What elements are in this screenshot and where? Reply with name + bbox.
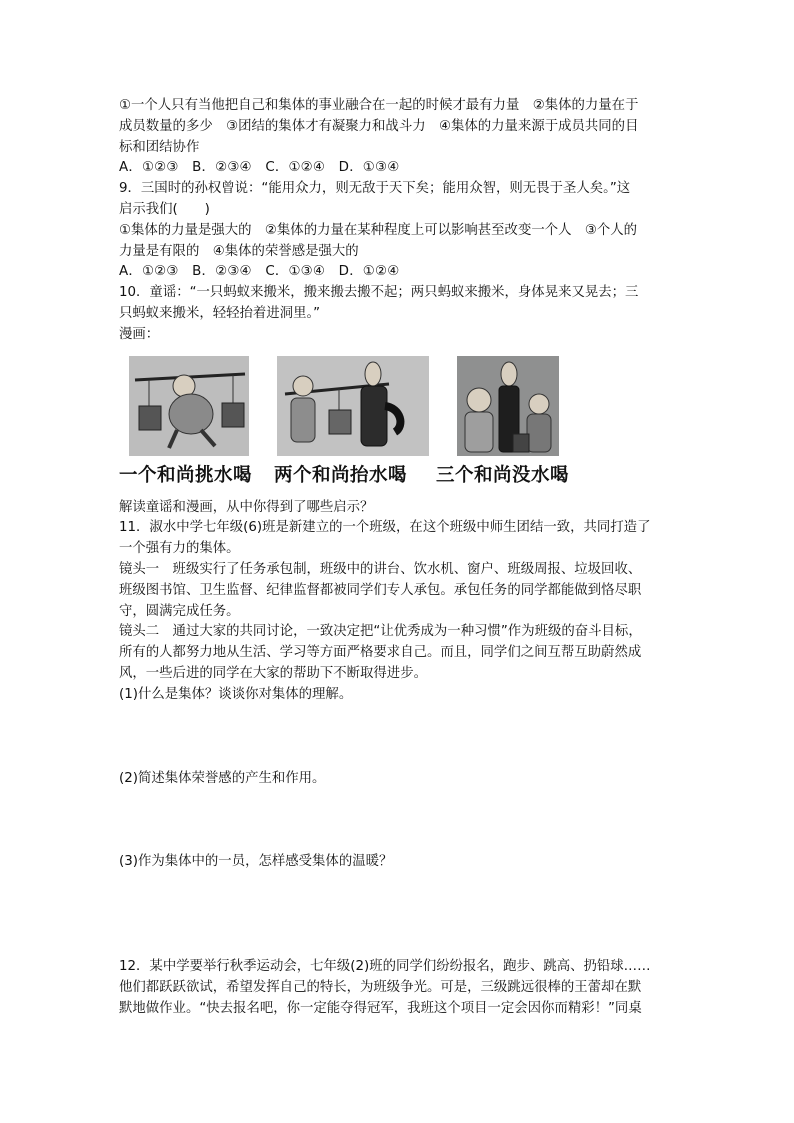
q12-stem-line: 他们都跃跃欲试，希望发挥自己的特长，为班级争光。可是，三级跳远很棒的王蕾却在默	[119, 979, 642, 995]
q11-subquestion-3: (3)作为集体中的一员，怎样感受集体的温暖？	[119, 854, 393, 870]
one-monk-image	[129, 356, 249, 456]
caption-one-monk: 一个和尚挑水喝	[119, 464, 253, 486]
question-10	[119, 283, 679, 518]
answer-space	[119, 873, 679, 957]
question-9	[119, 179, 679, 283]
q11-stem-line: 一个强有力的集体。	[119, 541, 240, 557]
q12-stem-line: 默地做作业。“快去报名吧，你一定能夺得冠军，我班这个项目一定会因你而精彩！”同桌	[119, 1000, 642, 1016]
q9-stem-line: 启示我们( )	[119, 201, 210, 217]
q10-comic-label: 漫画：	[119, 326, 160, 342]
comic-captions	[119, 466, 679, 498]
q9-options: A．①②③ B．②③④ C．①③④ D．①②④	[119, 264, 400, 280]
caption-two-monks: 两个和尚抬水喝	[274, 464, 408, 486]
answer-space	[119, 789, 679, 852]
answer-space	[119, 706, 679, 769]
q11-stem-line: 镜头二 通过大家的共同讨论，一致决定把“让优秀成为一种习惯”作为班级的奋斗目标，	[119, 624, 642, 640]
three-monks-image	[457, 356, 559, 456]
q11-subquestion-2: (2)简述集体荣誉感的产生和作用。	[119, 770, 326, 786]
q8-statement-line: ①一个人只有当他把自己和集体的事业融合在一起的时候才最有力量 ②集体的力量在于	[119, 98, 639, 113]
exam-page	[119, 96, 679, 1020]
question-11	[119, 518, 679, 957]
q11-stem-line: 班级图书馆、卫生监督、纪律监督都被同学们专人承包。承包任务的同学都能做到恪尽职	[119, 582, 642, 598]
q8-statement-line: 标和团结协作	[119, 139, 200, 155]
q9-statement-line: 力量是有限的 ④集体的荣誉感是强大的	[119, 243, 359, 259]
q9-statement-line: ①集体的力量是强大的 ②集体的力量在某种程度上可以影响甚至改变一个人 ③个人的	[119, 222, 638, 238]
q10-question: 解读童谣和漫画，从中你得到了哪些启示？	[119, 499, 374, 515]
question-8	[119, 96, 679, 179]
q8-statement-line: 成员数量的多少 ③团结的集体才有凝聚力和战斗力 ④集体的力量来源于成员共同的目	[119, 118, 639, 134]
q10-stem-line: 10．童谣：“一只蚂蚁来搬米，搬来搬去搬不起；两只蚂蚁来搬米，身体晃来又晃去；三	[119, 285, 639, 301]
q10-stem-line: 只蚂蚁来搬米，轻轻抬着进洞里。”	[119, 305, 321, 321]
q9-stem-line: 9．三国时的孙权曾说：“能用众力，则无敌于天下矣；能用众智，则无畏于圣人矣。”这	[119, 181, 631, 197]
two-monks-image	[277, 356, 429, 456]
comic-panel-one-monk	[129, 356, 249, 456]
q8-options: A．①②③ B．②③④ C．①②④ D．①③④	[119, 160, 400, 176]
q11-subquestion-1: (1)什么是集体？谈谈你对集体的理解。	[119, 686, 353, 702]
comic-strip	[119, 348, 679, 466]
q11-stem-line: 镜头一 班级实行了任务承包制，班级中的讲台、饮水机、窗户、班级周报、垃圾回收、	[119, 561, 642, 577]
comic-panel-three-monks	[457, 356, 559, 456]
q12-stem-line: 12．某中学要举行秋季运动会，七年级(2)班的同学们纷纷报名，跑步、跳高、扔铅球……	[119, 959, 651, 975]
q11-stem-line: 守，圆满完成任务。	[119, 603, 240, 619]
caption-three-monks: 三个和尚没水喝	[436, 464, 570, 486]
q11-stem-line: 所有的人都努力地从生活、学习等方面严格要求自己。而且，同学们之间互帮互助蔚然成	[119, 645, 642, 661]
question-12	[119, 957, 679, 1019]
q11-stem-line: 风，一些后进的同学在大家的帮助下不断取得进步。	[119, 665, 427, 681]
q11-stem-line: 11．淑水中学七年级(6)班是新建立的一个班级，在这个班级中师生团结一致，共同打造了	[119, 520, 651, 536]
comic-panel-two-monks	[277, 356, 429, 456]
